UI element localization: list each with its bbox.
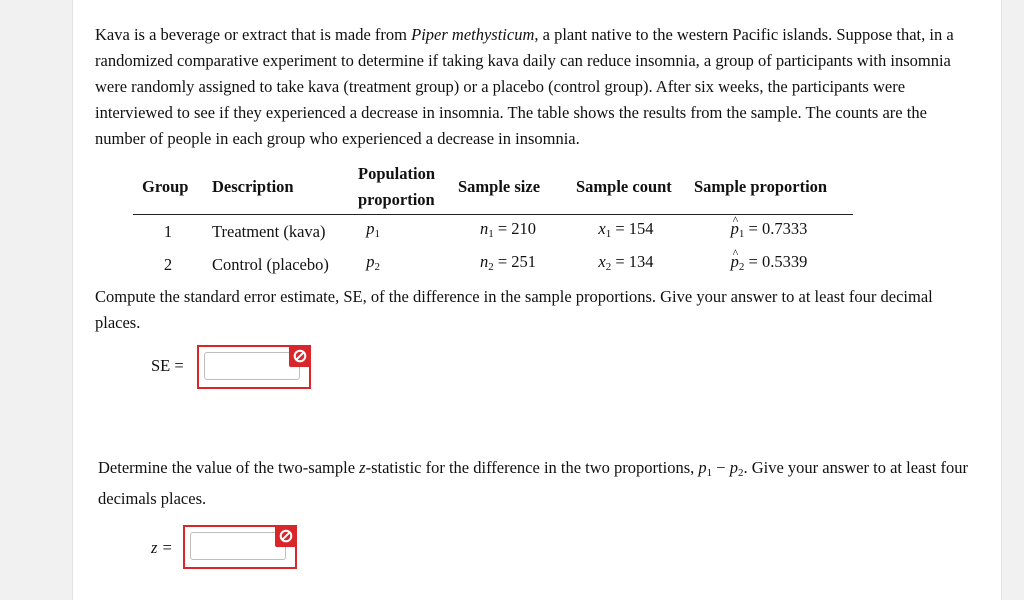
header-population-proportion: Population proportion <box>349 160 449 215</box>
problem-intro <box>95 22 975 152</box>
header-sample-size: Sample size <box>449 160 567 215</box>
cell-sample-size: $n_1 = 210$ <box>479 219 537 240</box>
intro-text: Kava is a beverage or extract that is made from <box>95 25 412 44</box>
header-sample-count: Sample count <box>567 160 685 215</box>
cell-population-proportion: $p_1$ <box>366 219 380 240</box>
table-header-row <box>133 160 853 215</box>
intro-text-continued: , a plant native to the western Pacific islands. Suppose that, in a randomized comparative experiment to determine if taking kava daily can reduce insomnia, a group of participants with insomnia were randomly assigned to take kava (treatment group) or a placebo (control group). After six weeks, the participants were interviewed to see if they experienced a decrease in insomnia. The table shows the results from the sample. The counts are the number of people in each group who experienced a decrease in insomnia. <box>95 25 954 148</box>
cell-group: 2 <box>163 254 173 274</box>
cell-sample-size: $n_2 = 251$ <box>479 252 537 273</box>
cell-description: Treatment (kava) <box>212 221 326 241</box>
cell-description: Control (placebo) <box>212 254 329 274</box>
cell-sample-count: $x_2 = 134$ <box>598 252 654 273</box>
cell-sample-proportion: p $\^{}_2 = 0.5339$ <box>685 248 853 281</box>
table-row <box>133 248 853 281</box>
cell-group: 1 <box>163 221 173 241</box>
error-icon <box>275 525 297 547</box>
species-name: Piper methysticum <box>411 25 535 44</box>
header-description: Description <box>203 160 349 215</box>
cell-sample-count: $x_1 = 154$ <box>598 219 654 240</box>
z-label: z = <box>151 538 173 557</box>
z-answer-box <box>183 525 297 569</box>
header-group: Group <box>133 160 203 215</box>
question-se-text: Compute the standard error estimate, SE, of the difference in the sample proportions. Give your answer to at least four decimal places. <box>95 287 933 332</box>
se-label: SE = <box>151 356 184 375</box>
se-input[interactable] <box>204 352 300 380</box>
se-answer-box <box>197 345 311 389</box>
results-table <box>133 160 853 281</box>
z-input[interactable] <box>190 532 286 560</box>
question-z-text: Determine the value of the two-sample z-statistic for the difference in the two proportions, $p_1 - p_2$. Give your answer to at least four decimals places. <box>98 458 968 508</box>
error-icon <box>289 345 311 367</box>
header-sample-proportion: Sample proportion <box>685 160 853 215</box>
table-row <box>133 215 853 249</box>
question-card <box>72 0 1002 600</box>
cell-population-proportion: $p_2$ <box>366 252 380 273</box>
cell-sample-proportion: p $\^{}_1 = 0.7333$ <box>685 215 853 249</box>
